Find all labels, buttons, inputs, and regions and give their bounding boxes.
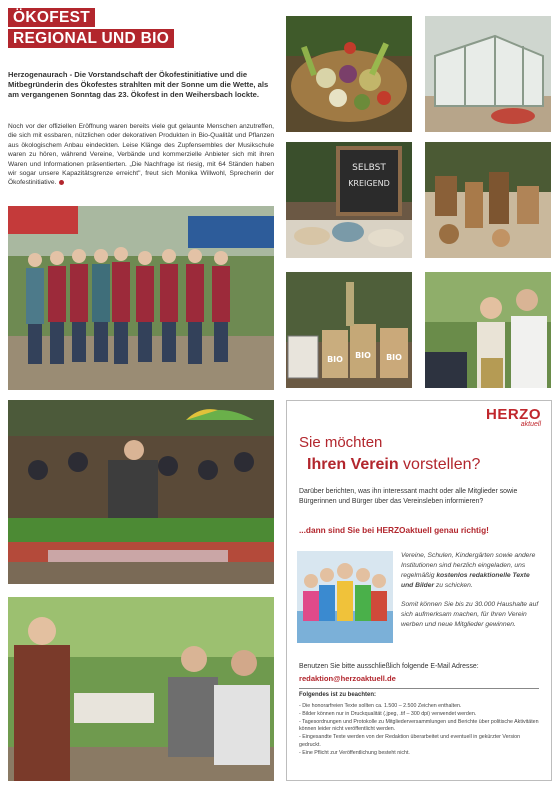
ad-highlight: ...dann sind Sie bei HERZOaktuell genau richtig!: [299, 525, 489, 535]
photo-chalkboard-bowls: [286, 142, 412, 258]
herzo-logo: [486, 407, 541, 428]
logo-main: HERZO: [486, 406, 541, 423]
photo-beer-garden: [8, 400, 274, 584]
ad-email-label: Benutzen Sie bitte ausschließlich folgende E-Mail Adresse:: [299, 663, 479, 670]
ad-email-link[interactable]: redaktion@herzoaktuell.de: [299, 674, 396, 683]
ad-intro: Darüber berichten, was ihn interessant macht oder alle Mitglieder sowie Bürgerinnen und Bürger über das Vereinsleben informieren?: [299, 488, 518, 505]
article-headline: [8, 8, 208, 50]
ad-heading-bold: Ihren Verein: [307, 456, 399, 473]
ad-notes-title: Folgendes ist zu beachten:: [299, 692, 377, 698]
end-mark: [59, 180, 64, 185]
ad-invitation-bold: kostenlos redaktionelle Texte und Bilder: [401, 572, 530, 589]
ad-note-item: - Eingesandte Texte werden von der Redaktion überarbeitet und eventuell in gekürzter Version gedruckt.: [299, 734, 521, 748]
bio-label-2: BIO: [355, 351, 371, 360]
herzo-ad-box: [286, 400, 552, 781]
ad-heading-rest: vorstellen?: [398, 456, 481, 473]
photo-vegetable-basket: [286, 16, 412, 132]
photo-craft-workshop: [8, 597, 274, 781]
article-body: [8, 122, 274, 188]
photo-cold-frame: [425, 16, 551, 132]
photo-bio-bags: [286, 272, 412, 388]
bio-label-1: BIO: [327, 355, 343, 364]
ad-invitation-part2: zu schicken.: [434, 582, 473, 589]
ad-note-item: - Eine Pflicht zur Veröffentlichung besteht nicht.: [299, 749, 410, 756]
ad-reach: Somit können Sie bis zu 30.000 Haushalte auf sich aufmerksam machen, für Ihren Verein werben und neue Mitglieder gewinnen.: [401, 601, 539, 628]
ad-invitation-part1: Vereine, Schulen, Kindergärten sowie andere Institutionen sind herzlich eingeladen, uns regelmäßig: [401, 552, 536, 579]
ad-notes-list: [299, 703, 543, 758]
logo-sub: aktuell: [520, 421, 541, 428]
ad-heading-line2: [307, 456, 480, 474]
ad-photo-children: [297, 551, 393, 643]
ad-note-item: - Die honorarfreien Texte sollten ca. 1.500 – 2.500 Zeichen enthalten.: [299, 703, 462, 709]
ad-invitation: [401, 551, 541, 591]
chalkboard-text-1: SELBST: [352, 163, 386, 173]
ad-note-item: - Tagesordnungen und Protokolle zu Mitgliederversammlungen und Berichte über politische Aktivitäten können leider nicht veröffentlicht werden.: [299, 718, 539, 733]
ad-heading-line1: Sie möchten: [299, 434, 383, 451]
photo-wood-crafts: [425, 142, 551, 258]
headline-line-1: ÖKOFEST: [8, 8, 95, 27]
headline-line-2: REGIONAL UND BIO: [8, 29, 174, 48]
photo-couple: [425, 272, 551, 388]
ad-divider: [299, 688, 539, 689]
photo-group-women: [8, 206, 274, 390]
chalkboard-text-2: KREIGEND: [348, 179, 390, 188]
bio-label-3: BIO: [386, 353, 402, 362]
ad-note-item: - Bilder können nur in Druckqualität (.jpeg, .tif – 300 dpi) verwendet werden.: [299, 710, 477, 717]
article-lead: Herzogenaurach - Die Vorstandschaft der Ökofestinitiative und die Mitbegründerin des Ökofestes strahlten mit der Sonne um die Wette, als am vergangenen Sonntag das 23. Ökofest in den Weihersbach lockte.: [8, 70, 269, 99]
article-body-text: Noch vor der offiziellen Eröffnung waren bereits viele gut gelaunte Menschen anzutreffen, die sich mit essbaren, nützlichen oder dekorativen Produkten in Bio-Qualität und Pflanzen aus ökologischem Anbau eindeckten. Leise Klänge des Zupfensembles der Musikschule waren zu hören, während Vereine, Verbände und kommerzielle Anbieter sich mit ihren Waren und Informationen präsentierten. „Die Nachfrage ist riesig, mit 64 Ständen haben wir sogar unsere Kapazitätsgrenze erreicht", freut sich Monika Willwohl, Sprecherin der Ökofestinitiative.: [8, 123, 274, 187]
